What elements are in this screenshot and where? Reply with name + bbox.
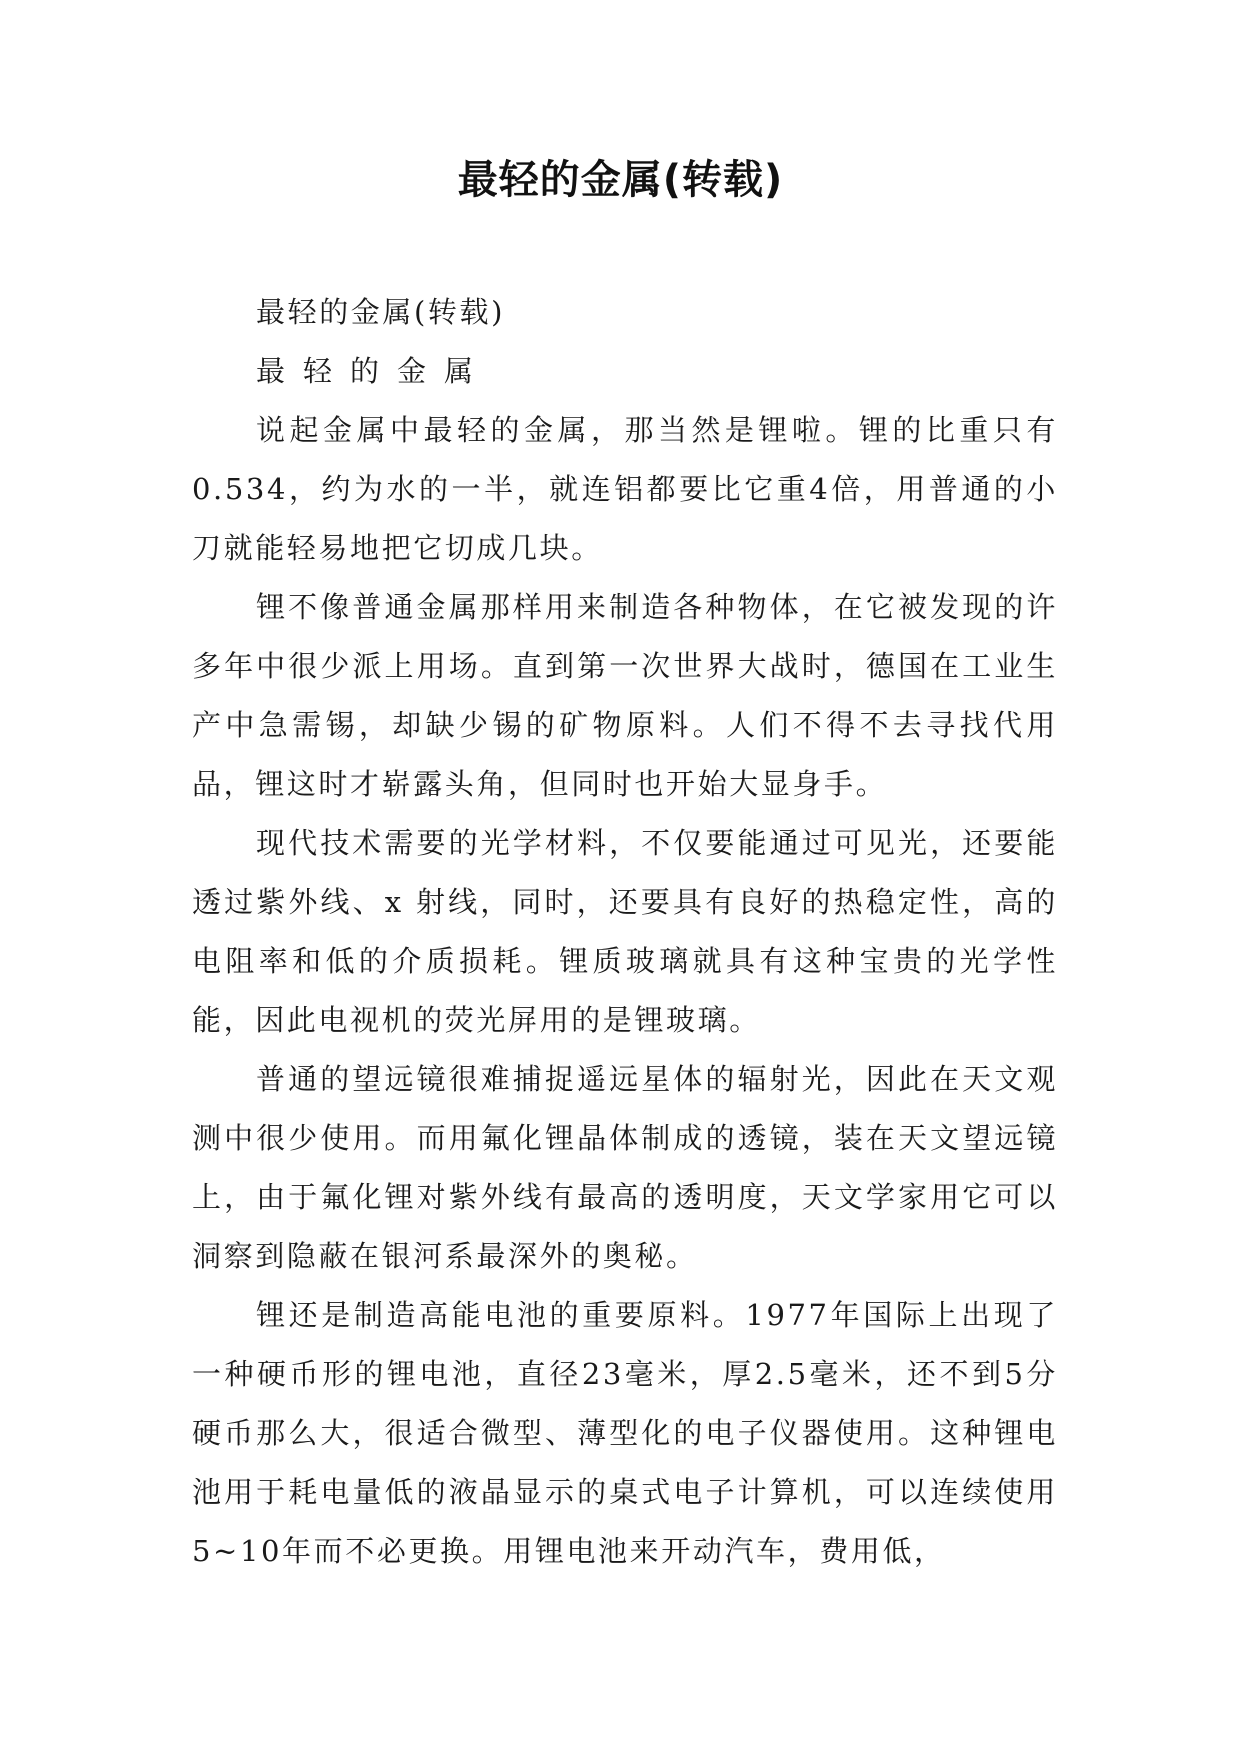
- paragraph-subtitle: 最轻的金属(转载): [256, 295, 506, 329]
- paragraph: 现代技术需要的光学材料，不仅要能通过可见光，还要能透过紫外线、x 射线，同时，还要具有良好的热稳定性，高的电阻率和低的介质损耗。锂质玻璃就具有这种宝贵的光学性能，因此电视机的荧光屏用的是锂玻璃。: [192, 826, 1058, 1037]
- paragraph: 说起金属中最轻的金属，那当然是锂啦。锂的比重只有0.534，约为水的一半，就连铝都要比它重4倍，用普通的小刀就能轻易地把它切成几块。: [192, 413, 1058, 565]
- document-title: 最轻的金属(转载): [457, 157, 784, 203]
- paragraph-heading: 最轻的金属: [256, 354, 492, 388]
- paragraph: 锂不像普通金属那样用来制造各种物体，在它被发现的许多年中很少派上用场。直到第一次世界大战时，德国在工业生产中急需锡，却缺少锡的矿物原料。人们不得不去寻找代用品，锂这时才崭露头角，但同时也开始大显身手。: [192, 590, 1058, 801]
- paragraph: 普通的望远镜很难捕捉遥远星体的辐射光，因此在天文观测中很少使用。而用氟化锂晶体制成的透镜，装在天文望远镜上，由于氟化锂对紫外线有最高的透明度，天文学家用它可以洞察到隐蔽在银河系最深外的奥秘。: [192, 1062, 1058, 1273]
- document-body: [192, 283, 1058, 1581]
- paragraph: 锂还是制造高能电池的重要原料。1977年国际上出现了一种硬币形的锂电池，直径23毫米，厚2.5毫米，还不到5分硬币那么大，很适合微型、薄型化的电子仪器使用。这种锂电池用于耗电量低的液晶显示的桌式电子计算机，可以连续使用5~10年而不必更换。用锂电池来开动汽车，费用低，: [192, 1298, 1058, 1568]
